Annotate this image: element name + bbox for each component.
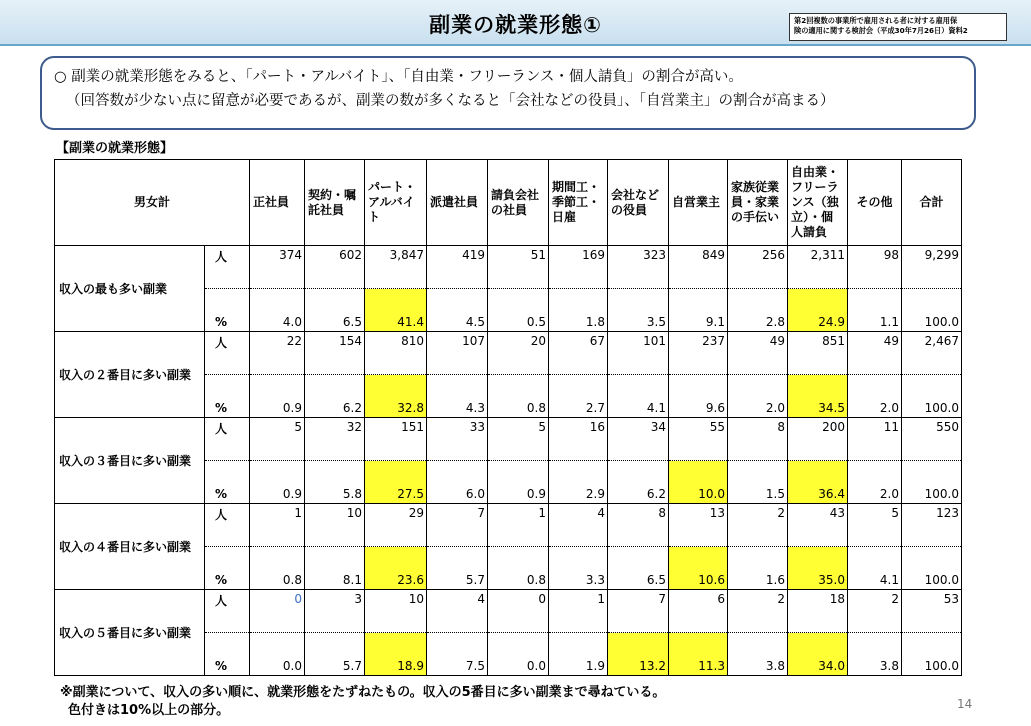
people-cell: 2 (728, 590, 788, 633)
percent-cell: 34.5 (788, 375, 848, 418)
header-bar (0, 0, 1031, 46)
people-cell: 2 (848, 590, 902, 633)
percent-cell: 100.0 (902, 547, 962, 590)
percent-cell: 4.5 (427, 289, 488, 332)
percent-cell: 6.5 (608, 547, 669, 590)
people-cell: 3,847 (365, 246, 427, 289)
people-cell: 374 (250, 246, 305, 289)
percent-cell: 1.8 (549, 289, 608, 332)
percent-cell: 35.0 (788, 547, 848, 590)
people-cell: 849 (669, 246, 728, 289)
people-cell: 29 (365, 504, 427, 547)
column-header: 会社などの役員 (608, 160, 669, 246)
people-cell: 2,311 (788, 246, 848, 289)
people-cell: 101 (608, 332, 669, 375)
people-cell: 49 (728, 332, 788, 375)
column-header: 請負会社の社員 (488, 160, 549, 246)
percent-cell: 100.0 (902, 461, 962, 504)
percent-cell: 36.4 (788, 461, 848, 504)
people-cell: 8 (728, 418, 788, 461)
column-header: 自由業・フリーランス（独立）・個人請負 (788, 160, 848, 246)
column-header: 契約・嘱託社員 (305, 160, 365, 246)
unit-people: 人 (205, 332, 250, 375)
people-cell: 43 (788, 504, 848, 547)
percent-cell: 9.6 (669, 375, 728, 418)
percent-cell: 4.1 (848, 547, 902, 590)
percent-cell: 3.5 (608, 289, 669, 332)
row-label: 収入の２番目に多い副業 (55, 332, 205, 418)
people-cell: 123 (902, 504, 962, 547)
people-cell: 169 (549, 246, 608, 289)
percent-cell: 100.0 (902, 633, 962, 676)
page-title: 副業の就業形態① (429, 13, 602, 37)
percent-cell: 1.9 (549, 633, 608, 676)
summary-box (40, 56, 976, 130)
percent-cell: 2.0 (848, 375, 902, 418)
unit-percent: % (205, 375, 250, 418)
people-cell: 154 (305, 332, 365, 375)
unit-people: 人 (205, 590, 250, 633)
unit-percent: % (205, 547, 250, 590)
column-header: 派遣社員 (427, 160, 488, 246)
people-cell: 20 (488, 332, 549, 375)
percent-cell: 2.7 (549, 375, 608, 418)
people-cell: 32 (305, 418, 365, 461)
column-header: 正社員 (250, 160, 305, 246)
percent-cell: 10.0 (669, 461, 728, 504)
people-cell: 602 (305, 246, 365, 289)
percent-cell: 0.9 (488, 461, 549, 504)
people-cell: 200 (788, 418, 848, 461)
percent-cell: 4.1 (608, 375, 669, 418)
table-row-people (55, 246, 962, 289)
people-cell: 107 (427, 332, 488, 375)
people-cell: 256 (728, 246, 788, 289)
people-cell: 7 (608, 590, 669, 633)
percent-cell: 2.0 (728, 375, 788, 418)
people-cell: 0 (250, 590, 305, 633)
percent-cell: 10.6 (669, 547, 728, 590)
percent-cell: 1.5 (728, 461, 788, 504)
page-number: 14 (957, 697, 973, 711)
percent-cell: 5.8 (305, 461, 365, 504)
footnote (60, 684, 665, 720)
unit-percent: % (205, 289, 250, 332)
people-cell: 33 (427, 418, 488, 461)
percent-cell: 7.5 (427, 633, 488, 676)
table-header-row (55, 160, 962, 246)
percent-cell: 1.6 (728, 547, 788, 590)
people-cell: 55 (669, 418, 728, 461)
percent-cell: 0.8 (488, 547, 549, 590)
footnote-line-2: 色付きは10%以上の部分。 (68, 703, 230, 718)
percent-cell: 9.1 (669, 289, 728, 332)
people-cell: 1 (549, 590, 608, 633)
people-cell: 10 (365, 590, 427, 633)
people-cell: 7 (427, 504, 488, 547)
percent-cell: 32.8 (365, 375, 427, 418)
unit-percent: % (205, 633, 250, 676)
row-label: 収入の最も多い副業 (55, 246, 205, 332)
percent-cell: 6.2 (305, 375, 365, 418)
people-cell: 550 (902, 418, 962, 461)
percent-cell: 0.0 (250, 633, 305, 676)
people-cell: 851 (788, 332, 848, 375)
people-cell: 34 (608, 418, 669, 461)
percent-cell: 41.4 (365, 289, 427, 332)
column-header: 自営業主 (669, 160, 728, 246)
table-row-people (55, 504, 962, 547)
people-cell: 2,467 (902, 332, 962, 375)
people-cell: 810 (365, 332, 427, 375)
people-cell: 98 (848, 246, 902, 289)
people-cell: 13 (669, 504, 728, 547)
percent-cell: 1.1 (848, 289, 902, 332)
people-cell: 6 (669, 590, 728, 633)
percent-cell: 18.9 (365, 633, 427, 676)
column-header: 合計 (902, 160, 962, 246)
percent-cell: 11.3 (669, 633, 728, 676)
percent-cell: 4.3 (427, 375, 488, 418)
people-cell: 5 (848, 504, 902, 547)
people-cell: 67 (549, 332, 608, 375)
row-label: 収入の３番目に多い副業 (55, 418, 205, 504)
percent-cell: 0.8 (250, 547, 305, 590)
percent-cell: 100.0 (902, 289, 962, 332)
percent-cell: 2.0 (848, 461, 902, 504)
percent-cell: 0.9 (250, 461, 305, 504)
people-cell: 2 (728, 504, 788, 547)
people-cell: 3 (305, 590, 365, 633)
people-cell: 419 (427, 246, 488, 289)
percent-cell: 0.5 (488, 289, 549, 332)
reference-note-line-1: 第2回複数の事業所で雇用される者に対する雇用保 (794, 16, 958, 25)
percent-cell: 5.7 (305, 633, 365, 676)
percent-cell: 6.0 (427, 461, 488, 504)
people-cell: 1 (488, 504, 549, 547)
people-cell: 49 (848, 332, 902, 375)
table-row-people (55, 332, 962, 375)
people-cell: 5 (250, 418, 305, 461)
people-cell: 16 (549, 418, 608, 461)
people-cell: 53 (902, 590, 962, 633)
percent-cell: 3.3 (549, 547, 608, 590)
people-cell: 8 (608, 504, 669, 547)
people-cell: 151 (365, 418, 427, 461)
summary-line-1: ○ 副業の就業形態をみると、「パート・アルバイト」、「自由業・フリーランス・個人請負」の割合が高い。 (54, 69, 743, 85)
corner-cell: 男女計 (55, 160, 250, 246)
people-cell: 237 (669, 332, 728, 375)
unit-people: 人 (205, 246, 250, 289)
column-header: 期間工・季節工・日雇 (549, 160, 608, 246)
people-cell: 9,299 (902, 246, 962, 289)
footnote-line-1: ※副業について、収入の多い順に、就業形態をたずねたもの。収入の5番目に多い副業まで尋ねている。 (60, 685, 666, 700)
percent-cell: 4.0 (250, 289, 305, 332)
table-row-people (55, 590, 962, 633)
reference-note (789, 13, 1007, 41)
percent-cell: 0.8 (488, 375, 549, 418)
percent-cell: 24.9 (788, 289, 848, 332)
percent-cell: 2.9 (549, 461, 608, 504)
percent-cell: 27.5 (365, 461, 427, 504)
row-label: 収入の５番目に多い副業 (55, 590, 205, 676)
percent-cell: 0.9 (250, 375, 305, 418)
employment-type-table (54, 159, 962, 676)
people-cell: 0 (488, 590, 549, 633)
unit-people: 人 (205, 418, 250, 461)
percent-cell: 6.2 (608, 461, 669, 504)
unit-percent: % (205, 461, 250, 504)
percent-cell: 3.8 (728, 633, 788, 676)
people-cell: 1 (250, 504, 305, 547)
summary-line-2: （回答数が少ない点に留意が必要であるが、副業の数が多くなると「会社などの役員」、「自営業主」の割合が高まる） (66, 93, 835, 109)
percent-cell: 100.0 (902, 375, 962, 418)
percent-cell: 13.2 (608, 633, 669, 676)
people-cell: 5 (488, 418, 549, 461)
percent-cell: 23.6 (365, 547, 427, 590)
reference-note-line-2: 険の適用に関する検討会（平成30年7月26日）資料2 (794, 26, 968, 35)
people-cell: 11 (848, 418, 902, 461)
column-header: その他 (848, 160, 902, 246)
percent-cell: 6.5 (305, 289, 365, 332)
people-cell: 51 (488, 246, 549, 289)
table-row-people (55, 418, 962, 461)
column-header: 家族従業員・家業の手伝い (728, 160, 788, 246)
people-cell: 18 (788, 590, 848, 633)
percent-cell: 8.1 (305, 547, 365, 590)
percent-cell: 0.0 (488, 633, 549, 676)
percent-cell: 5.7 (427, 547, 488, 590)
row-label: 収入の４番目に多い副業 (55, 504, 205, 590)
column-header: パート・アルバイト (365, 160, 427, 246)
percent-cell: 34.0 (788, 633, 848, 676)
people-cell: 22 (250, 332, 305, 375)
unit-people: 人 (205, 504, 250, 547)
people-cell: 4 (549, 504, 608, 547)
table-title: 【副業の就業形態】 (56, 141, 174, 156)
people-cell: 323 (608, 246, 669, 289)
percent-cell: 3.8 (848, 633, 902, 676)
people-cell: 10 (305, 504, 365, 547)
people-cell: 4 (427, 590, 488, 633)
percent-cell: 2.8 (728, 289, 788, 332)
